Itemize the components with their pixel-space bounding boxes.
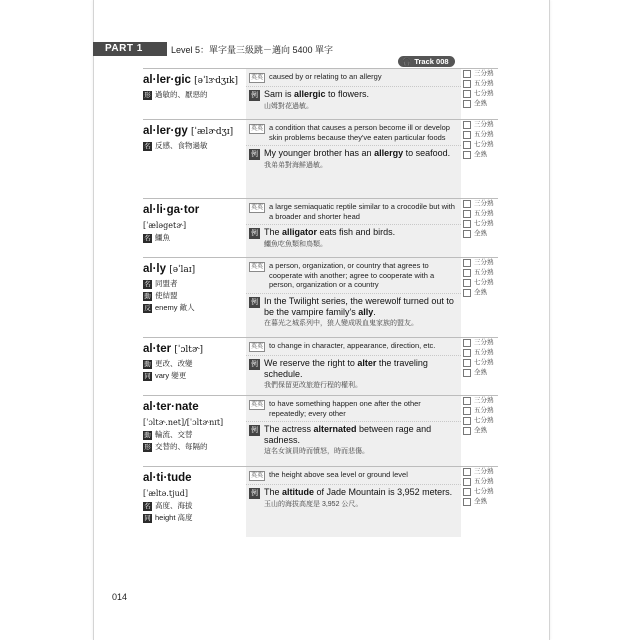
familiarity-checklist bbox=[463, 120, 499, 160]
checklist-item[interactable] bbox=[463, 497, 499, 507]
sense-text: 過敏的、厭惡的 bbox=[155, 90, 208, 99]
checklist-label: 三分熟 bbox=[474, 200, 494, 207]
sense-row bbox=[143, 442, 243, 452]
definition-text: to have something happen one after the other repeatedly; every other bbox=[269, 399, 421, 418]
example-text-post: the traveling schedule. bbox=[264, 358, 428, 379]
example-keyword: alternated bbox=[313, 424, 357, 434]
checklist-label: 五分熟 bbox=[474, 80, 494, 87]
example-translation: 我們保留更改旅遊行程的權利。 bbox=[264, 382, 362, 389]
sense-row bbox=[143, 501, 243, 511]
sense-row bbox=[143, 141, 243, 151]
sense-row bbox=[143, 371, 243, 381]
example-text-pre: Sam is bbox=[264, 89, 295, 99]
checklist-label: 五分熟 bbox=[474, 269, 494, 276]
checklist-label: 全熟 bbox=[474, 151, 487, 158]
definition-text: a condition that causes a person become ill or develop skin problems because they've eaten particular foods bbox=[269, 123, 450, 142]
sense-text: height 高度 bbox=[155, 513, 193, 522]
checkbox[interactable] bbox=[463, 339, 471, 347]
headword bbox=[143, 73, 243, 88]
example-badge: 例 bbox=[251, 230, 258, 237]
checklist-item[interactable] bbox=[463, 406, 499, 416]
checklist-item[interactable] bbox=[463, 130, 499, 140]
example-translation: 在暮光之城系列中，狼人變成吸血鬼家族的盟友。 bbox=[264, 319, 418, 327]
example-row bbox=[246, 355, 461, 380]
checkbox[interactable] bbox=[463, 230, 471, 238]
familiarity-checklist bbox=[463, 258, 499, 298]
definition-text: a person, organization, or country that agrees to cooperate with another; agree to cooperate with a person, organization or a country bbox=[269, 261, 435, 289]
track-badge[interactable] bbox=[398, 56, 455, 67]
pos-tag: 名 bbox=[144, 234, 151, 242]
checkbox[interactable] bbox=[463, 151, 471, 159]
checkbox[interactable] bbox=[463, 397, 471, 405]
checklist-item[interactable] bbox=[463, 89, 499, 99]
pos-tag: 同 bbox=[144, 514, 151, 522]
example-text-pre: The bbox=[264, 227, 283, 237]
checkbox[interactable] bbox=[463, 417, 471, 425]
vocab-entry bbox=[143, 337, 498, 396]
checkbox[interactable] bbox=[463, 349, 471, 357]
checklist-label: 三分熟 bbox=[474, 259, 494, 266]
checklist-item[interactable] bbox=[463, 477, 499, 487]
headword bbox=[143, 262, 243, 277]
checklist-item[interactable] bbox=[463, 278, 499, 288]
word-column bbox=[143, 199, 243, 243]
page-number: 014 bbox=[112, 592, 128, 602]
definition-text: the height above sea level or ground level bbox=[269, 470, 408, 479]
sense-text: 反感、食物過敏 bbox=[155, 141, 208, 150]
example-sentence bbox=[264, 89, 369, 100]
checkbox[interactable] bbox=[463, 468, 471, 476]
sense-text: 同盟者 bbox=[155, 279, 178, 288]
checklist-item[interactable] bbox=[463, 219, 499, 229]
example-sentence bbox=[264, 424, 459, 446]
checklist-item[interactable] bbox=[463, 487, 499, 497]
example-text-pre: We reserve the right to bbox=[264, 358, 358, 368]
sense-text: vary 變更 bbox=[155, 371, 187, 380]
pos-tag: 形 bbox=[144, 443, 151, 451]
checkbox[interactable] bbox=[463, 210, 471, 218]
checklist-label: 五分熟 bbox=[474, 131, 494, 138]
pos-tag: 名 bbox=[144, 280, 151, 288]
english-definition-badge: 英英 bbox=[251, 264, 264, 270]
checkbox[interactable] bbox=[463, 70, 471, 78]
definition-row bbox=[246, 199, 461, 222]
checkbox[interactable] bbox=[463, 498, 471, 506]
familiarity-checklist bbox=[463, 199, 499, 239]
english-definition-badge: 英英 bbox=[251, 344, 264, 350]
checklist-item[interactable] bbox=[463, 229, 499, 239]
definition-column bbox=[246, 338, 461, 396]
sense-text: 輪流、交替 bbox=[155, 430, 193, 439]
checklist-label: 全熟 bbox=[474, 498, 487, 505]
english-definition-badge: 英英 bbox=[251, 75, 264, 81]
checklist-label: 三分熟 bbox=[474, 339, 494, 346]
checklist-label: 五分熟 bbox=[474, 349, 494, 356]
english-definition-badge: 英英 bbox=[251, 126, 264, 132]
example-row bbox=[246, 484, 461, 499]
checklist-item[interactable] bbox=[463, 467, 499, 477]
checklist-item[interactable] bbox=[463, 338, 499, 348]
headword-text: al·ter bbox=[143, 343, 172, 355]
headword bbox=[143, 203, 243, 217]
checkbox[interactable] bbox=[463, 131, 471, 139]
definition-text: a large semiaquatic reptile similar to a crocodile but with a broader and shorter head bbox=[269, 202, 455, 221]
pos-tag: 動 bbox=[144, 292, 151, 300]
checklist-item[interactable] bbox=[463, 268, 499, 278]
checklist-label: 三分熟 bbox=[474, 468, 494, 475]
pos-tag: 反 bbox=[144, 304, 151, 312]
vocab-entry bbox=[143, 198, 498, 258]
definition-column bbox=[246, 396, 461, 467]
example-text-post: . bbox=[373, 306, 376, 317]
sense-text: 鱷魚 bbox=[155, 233, 170, 242]
example-text-pre: The actress bbox=[264, 424, 314, 434]
checklist-label: 七分熟 bbox=[474, 90, 494, 97]
sense-row bbox=[143, 279, 243, 289]
checklist-label: 全熟 bbox=[474, 427, 487, 434]
level-title: Level 5：單字量三級跳－邁向 5400 單字 bbox=[171, 45, 334, 55]
example-row bbox=[246, 293, 461, 318]
headword bbox=[143, 400, 243, 414]
sense-text: 高度、海拔 bbox=[155, 501, 193, 510]
checklist-item[interactable] bbox=[463, 99, 499, 109]
example-text-post: to flowers. bbox=[325, 89, 370, 99]
word-column bbox=[143, 338, 243, 381]
definition-column bbox=[246, 467, 461, 537]
checkbox[interactable] bbox=[463, 141, 471, 149]
word-column bbox=[143, 467, 243, 523]
vocab-entry bbox=[143, 395, 498, 467]
example-badge: 例 bbox=[251, 298, 258, 306]
checklist-item[interactable] bbox=[463, 396, 499, 406]
checklist-item[interactable] bbox=[463, 79, 499, 89]
pos-tag: 形 bbox=[144, 91, 151, 99]
pos-tag: 名 bbox=[144, 142, 151, 150]
checklist-label: 七分熟 bbox=[474, 359, 494, 366]
checkbox[interactable] bbox=[463, 488, 471, 496]
headword-text: al·ti·tude bbox=[143, 472, 192, 484]
example-row bbox=[246, 421, 461, 446]
definition-text: to change in character, appearance, direction, etc. bbox=[269, 341, 436, 350]
sense-text: 更改、改變 bbox=[155, 359, 193, 368]
checklist-label: 七分熟 bbox=[474, 417, 494, 424]
definition-column bbox=[246, 199, 461, 258]
checkbox[interactable] bbox=[463, 279, 471, 287]
definition-row bbox=[246, 396, 461, 419]
pronunciation: [ˈɔltɚ] bbox=[174, 345, 203, 355]
example-keyword: alter bbox=[357, 358, 377, 368]
track-label: Track 008 bbox=[414, 57, 449, 66]
sense-row bbox=[143, 291, 243, 301]
definition-column bbox=[246, 120, 461, 199]
familiarity-checklist bbox=[463, 69, 499, 109]
checklist-label: 七分熟 bbox=[474, 141, 494, 148]
checklist-label: 五分熟 bbox=[474, 210, 494, 217]
definition-row bbox=[246, 69, 461, 84]
checklist-label: 全熟 bbox=[474, 230, 487, 237]
example-sentence bbox=[264, 148, 450, 159]
familiarity-checklist bbox=[463, 467, 499, 507]
checkbox[interactable] bbox=[463, 90, 471, 98]
checklist-label: 七分熟 bbox=[474, 488, 494, 495]
checklist-item[interactable] bbox=[463, 120, 499, 130]
definition-row bbox=[246, 338, 461, 353]
example-translation: 玉山的海拔高度是 3,952 公尺。 bbox=[264, 501, 363, 508]
headword bbox=[143, 342, 243, 357]
definition-row bbox=[246, 467, 461, 482]
pronunciation: [ˈɔltɚ.net]/[ˈɔltɚnɪt] bbox=[143, 418, 224, 427]
headword bbox=[143, 124, 243, 139]
example-badge: 例 bbox=[251, 151, 258, 158]
english-definition-badge: 英英 bbox=[251, 473, 264, 479]
word-column bbox=[143, 396, 243, 452]
sense-row bbox=[143, 359, 243, 369]
checklist-item[interactable] bbox=[463, 348, 499, 358]
example-translation: 鱷魚吃魚類和鳥類。 bbox=[264, 241, 327, 248]
definition-text: caused by or relating to an allergy bbox=[269, 72, 382, 81]
checkbox[interactable] bbox=[463, 369, 471, 377]
checkbox[interactable] bbox=[463, 200, 471, 208]
english-definition-badge: 英英 bbox=[251, 205, 264, 211]
checklist-item[interactable] bbox=[463, 416, 499, 426]
checklist-label: 全熟 bbox=[474, 289, 487, 296]
headphones-icon: 🎧 bbox=[402, 57, 412, 66]
checklist-label: 全熟 bbox=[474, 369, 487, 376]
example-sentence bbox=[264, 487, 452, 498]
checklist-label: 五分熟 bbox=[474, 407, 494, 414]
checklist-item[interactable] bbox=[463, 358, 499, 368]
sense-text: enemy 敵人 bbox=[155, 303, 195, 312]
pronunciation: [ˈælɚdʒɪ] bbox=[190, 127, 234, 137]
vocab-entry bbox=[143, 466, 498, 537]
definition-column bbox=[246, 69, 461, 120]
sense-row bbox=[143, 513, 243, 523]
pos-tag: 名 bbox=[144, 502, 151, 510]
example-row bbox=[246, 224, 461, 239]
familiarity-checklist bbox=[463, 338, 499, 378]
checkbox[interactable] bbox=[463, 269, 471, 277]
checkbox[interactable] bbox=[463, 427, 471, 435]
example-row bbox=[246, 145, 461, 160]
pos-tag: 動 bbox=[144, 360, 151, 368]
example-keyword: allergy bbox=[374, 148, 404, 158]
definition-row bbox=[246, 120, 461, 143]
headword bbox=[143, 471, 243, 485]
pronunciation: [ˈæləgetɚ] bbox=[143, 221, 187, 230]
english-definition-badge: 英英 bbox=[251, 402, 264, 408]
familiarity-checklist bbox=[463, 396, 499, 436]
pronunciation: [ˈæltə.tjud] bbox=[143, 489, 188, 498]
sense-text: 使結盟 bbox=[155, 291, 178, 300]
checklist-item[interactable] bbox=[463, 426, 499, 436]
example-badge: 例 bbox=[251, 92, 258, 99]
checklist-item[interactable] bbox=[463, 69, 499, 79]
headword-text: al·ter·nate bbox=[143, 401, 199, 413]
pos-tag: 同 bbox=[144, 372, 151, 380]
checkbox[interactable] bbox=[463, 289, 471, 297]
example-keyword: altitude bbox=[282, 487, 315, 497]
example-translation: 山姆對花過敏。 bbox=[264, 103, 313, 110]
pos-tag: 動 bbox=[144, 431, 151, 439]
checklist-label: 全熟 bbox=[474, 100, 487, 107]
definition-column bbox=[246, 258, 461, 338]
headword-text: al·ly bbox=[143, 263, 167, 275]
sense-row bbox=[143, 90, 243, 100]
checklist-item[interactable] bbox=[463, 288, 499, 298]
checkbox[interactable] bbox=[463, 220, 471, 228]
headword-text: al·ler·gic bbox=[143, 74, 191, 86]
headword-text: al·ler·gy bbox=[143, 125, 188, 137]
example-badge: 例 bbox=[251, 427, 258, 434]
checkbox[interactable] bbox=[463, 478, 471, 486]
example-translation: 我弟弟對海鮮過敏。 bbox=[264, 162, 327, 169]
checklist-label: 三分熟 bbox=[474, 70, 494, 77]
pronunciation: [əˈlaɪ] bbox=[169, 265, 196, 275]
part-label: PART 1 bbox=[93, 42, 167, 56]
checkbox[interactable] bbox=[463, 259, 471, 267]
vocab-entry bbox=[143, 68, 498, 120]
checkbox[interactable] bbox=[463, 80, 471, 88]
definition-row bbox=[246, 258, 461, 291]
example-sentence bbox=[264, 358, 459, 380]
checklist-label: 七分熟 bbox=[474, 220, 494, 227]
example-sentence bbox=[264, 227, 395, 238]
checkbox[interactable] bbox=[463, 407, 471, 415]
checklist-label: 三分熟 bbox=[474, 397, 494, 404]
vocab-entry bbox=[143, 119, 498, 199]
word-column bbox=[143, 120, 243, 151]
example-text-post: eats fish and birds. bbox=[317, 227, 396, 237]
example-text-post: between rage and sadness. bbox=[264, 424, 432, 445]
checklist-item[interactable] bbox=[463, 140, 499, 150]
checklist-item[interactable] bbox=[463, 209, 499, 219]
checklist-item[interactable] bbox=[463, 368, 499, 378]
vocab-entry bbox=[143, 257, 498, 338]
sense-text: 交替的、每隔的 bbox=[155, 442, 208, 451]
headword-text: al·li·ga·tor bbox=[143, 204, 200, 216]
checklist-item[interactable] bbox=[463, 150, 499, 160]
example-badge: 例 bbox=[251, 490, 258, 497]
word-column bbox=[143, 258, 243, 313]
sense-row bbox=[143, 303, 243, 313]
example-badge: 例 bbox=[251, 361, 258, 368]
example-text-post: of Jade Mountain is 3,952 meters. bbox=[314, 487, 453, 497]
word-column bbox=[143, 69, 243, 100]
sense-row bbox=[143, 430, 243, 440]
example-text-pre: The bbox=[264, 487, 283, 497]
checklist-label: 五分熟 bbox=[474, 478, 494, 485]
example-translation: 這名女演員時而憤怒，時而悲傷。 bbox=[264, 448, 369, 455]
checkbox[interactable] bbox=[463, 100, 471, 108]
example-text-pre: My younger brother has an bbox=[264, 148, 375, 158]
example-keyword: alligator bbox=[282, 227, 318, 237]
checklist-label: 三分熟 bbox=[474, 121, 494, 128]
example-text-post: to seafood. bbox=[403, 148, 451, 158]
sense-row bbox=[143, 233, 243, 243]
checklist-item[interactable] bbox=[463, 258, 499, 268]
checklist-item[interactable] bbox=[463, 199, 499, 209]
example-keyword: ally bbox=[358, 306, 374, 317]
example-sentence bbox=[264, 296, 459, 318]
checklist-label: 七分熟 bbox=[474, 279, 494, 286]
example-keyword: allergic bbox=[294, 89, 326, 99]
checkbox[interactable] bbox=[463, 121, 471, 129]
example-row bbox=[246, 86, 461, 101]
checkbox[interactable] bbox=[463, 359, 471, 367]
example-text-pre: In the Twilight series, the werewolf turned out to be the vampire family's bbox=[264, 295, 454, 317]
pronunciation: [əˈlɝdʒɪk] bbox=[194, 76, 238, 86]
